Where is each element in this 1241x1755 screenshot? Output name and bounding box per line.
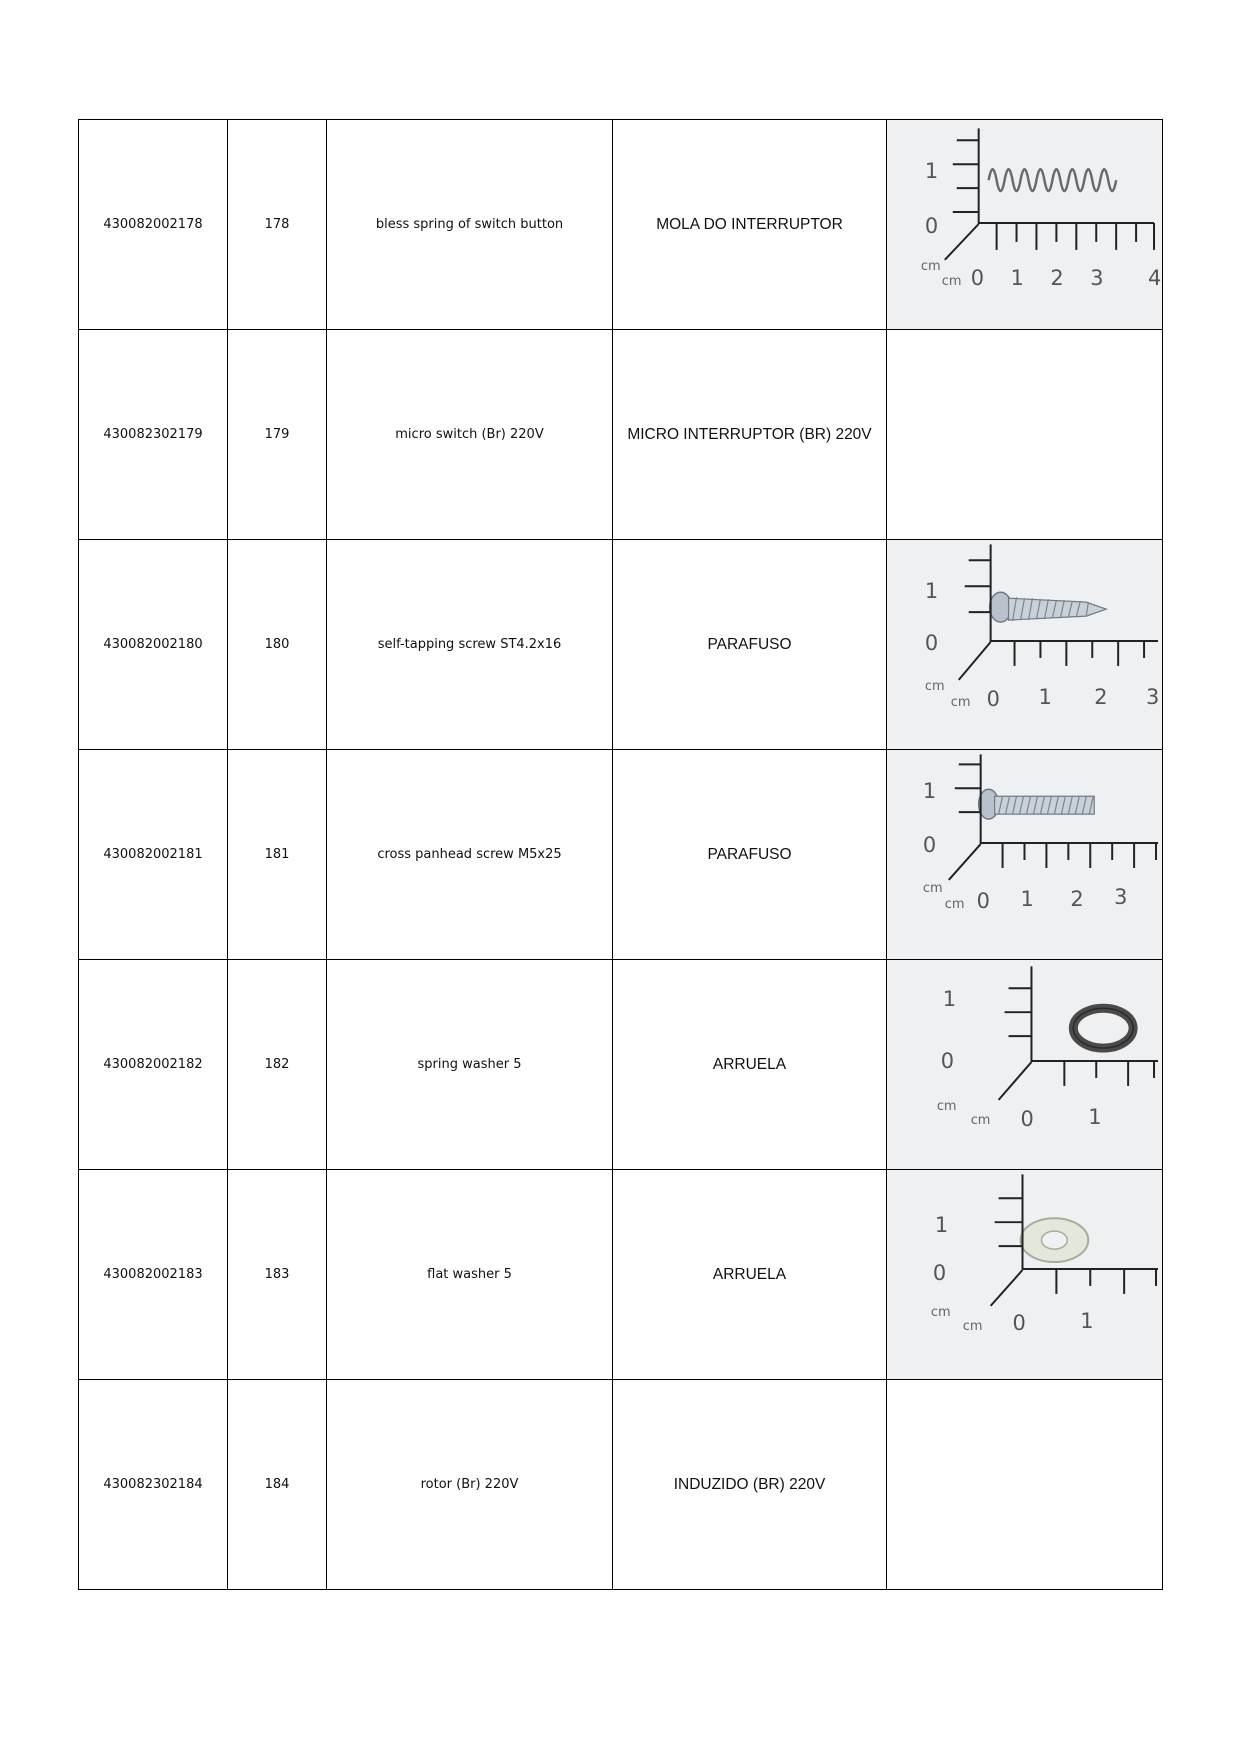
scale-tick-label: 1 bbox=[1010, 265, 1024, 290]
description-portuguese: MICRO INTERRUPTOR (BR) 220V bbox=[613, 330, 887, 540]
scale-unit-label: cm bbox=[920, 258, 941, 274]
part-photo-cell bbox=[887, 120, 1163, 330]
position-number: 184 bbox=[228, 1380, 327, 1590]
part-photo-cell-empty bbox=[887, 330, 1163, 540]
scale-tick-label: 0 bbox=[922, 833, 937, 858]
table-row bbox=[79, 1380, 1163, 1590]
scale-unit-label: cm bbox=[944, 896, 965, 912]
scale-unit-label: cm bbox=[950, 694, 971, 710]
scale-tick-label: 2 bbox=[1070, 886, 1084, 911]
part-code: 430082002180 bbox=[79, 540, 228, 750]
description-english: micro switch (Br) 220V bbox=[327, 330, 613, 540]
spring-washer-photo bbox=[887, 960, 1162, 1169]
part-code: 430082002181 bbox=[79, 750, 228, 960]
position-number: 180 bbox=[228, 540, 327, 750]
scale-tick-label: 1 bbox=[942, 987, 957, 1012]
scale-tick-label: 0 bbox=[976, 888, 990, 913]
scale-tick-label: 1 bbox=[1020, 886, 1034, 911]
table-body bbox=[79, 120, 1163, 1590]
scale-tick-label: 0 bbox=[1020, 1106, 1034, 1131]
description-english: cross panhead screw M5x25 bbox=[327, 750, 613, 960]
scale-tick-label: 4 bbox=[1148, 265, 1162, 290]
part-photo-cell bbox=[887, 540, 1163, 750]
description-english: self-tapping screw ST4.2x16 bbox=[327, 540, 613, 750]
self-tapping-screw-photo bbox=[887, 540, 1162, 749]
description-english: rotor (Br) 220V bbox=[327, 1380, 613, 1590]
description-portuguese: INDUZIDO (BR) 220V bbox=[613, 1380, 887, 1590]
scale-tick-label: 1 bbox=[1080, 1308, 1094, 1333]
description-portuguese: MOLA DO INTERRUPTOR bbox=[613, 120, 887, 330]
parts-table bbox=[78, 119, 1163, 1590]
scale-tick-label: 1 bbox=[934, 1213, 949, 1238]
table-row bbox=[79, 330, 1163, 540]
scale-tick-label: 2 bbox=[1094, 684, 1108, 709]
scale-tick-label: 0 bbox=[932, 1260, 947, 1285]
flat-washer-photo bbox=[887, 1170, 1162, 1379]
part-photo-cell bbox=[887, 750, 1163, 960]
scale-unit-label: cm bbox=[924, 678, 945, 694]
description-english: flat washer 5 bbox=[327, 1170, 613, 1380]
part-photo-cell-empty bbox=[887, 1380, 1163, 1590]
scale-tick-label: 0 bbox=[970, 265, 985, 290]
position-number: 178 bbox=[228, 120, 327, 330]
scale-tick-label: 3 bbox=[1114, 884, 1128, 909]
part-code: 430082002182 bbox=[79, 960, 228, 1170]
scale-tick-label: 2 bbox=[1050, 265, 1064, 290]
spring-photo bbox=[887, 120, 1162, 329]
scale-unit-label: cm bbox=[936, 1098, 957, 1114]
scale-tick-label: 1 bbox=[1088, 1104, 1102, 1129]
scale-tick-label: 3 bbox=[1090, 265, 1104, 290]
scale-tick-label: 0 bbox=[924, 213, 939, 238]
scale-tick-label: 0 bbox=[924, 630, 939, 655]
scale-unit-label: cm bbox=[962, 1318, 983, 1334]
scale-unit-label: cm bbox=[970, 1112, 991, 1128]
part-code: 430082002178 bbox=[79, 120, 228, 330]
part-photo-cell bbox=[887, 960, 1163, 1170]
part-code: 430082002183 bbox=[79, 1170, 228, 1380]
position-number: 181 bbox=[228, 750, 327, 960]
table-row bbox=[79, 120, 1163, 330]
scale-unit-label: cm bbox=[941, 273, 962, 289]
part-code: 430082302184 bbox=[79, 1380, 228, 1590]
table-row bbox=[79, 540, 1163, 750]
part-code: 430082302179 bbox=[79, 330, 228, 540]
description-english: bless spring of switch button bbox=[327, 120, 613, 330]
position-number: 179 bbox=[228, 330, 327, 540]
scale-tick-label: 3 bbox=[1146, 684, 1160, 709]
part-photo-cell bbox=[887, 1170, 1163, 1380]
description-portuguese: ARRUELA bbox=[613, 1170, 887, 1380]
panhead-screw-photo bbox=[887, 750, 1162, 959]
position-number: 182 bbox=[228, 960, 327, 1170]
description-portuguese: PARAFUSO bbox=[613, 540, 887, 750]
table-row bbox=[79, 1170, 1163, 1380]
scale-tick-label: 1 bbox=[924, 579, 939, 604]
scale-unit-label: cm bbox=[922, 880, 943, 896]
description-portuguese: PARAFUSO bbox=[613, 750, 887, 960]
table-row bbox=[79, 750, 1163, 960]
description-english: spring washer 5 bbox=[327, 960, 613, 1170]
scale-tick-label: 0 bbox=[986, 686, 1000, 711]
scale-tick-label: 1 bbox=[924, 159, 939, 184]
scale-tick-label: 0 bbox=[940, 1048, 955, 1073]
scale-unit-label: cm bbox=[930, 1304, 951, 1320]
table-row bbox=[79, 960, 1163, 1170]
scale-tick-label: 1 bbox=[922, 779, 937, 804]
position-number: 183 bbox=[228, 1170, 327, 1380]
description-portuguese: ARRUELA bbox=[613, 960, 887, 1170]
scale-tick-label: 0 bbox=[1012, 1310, 1026, 1335]
scale-tick-label: 1 bbox=[1038, 684, 1052, 709]
